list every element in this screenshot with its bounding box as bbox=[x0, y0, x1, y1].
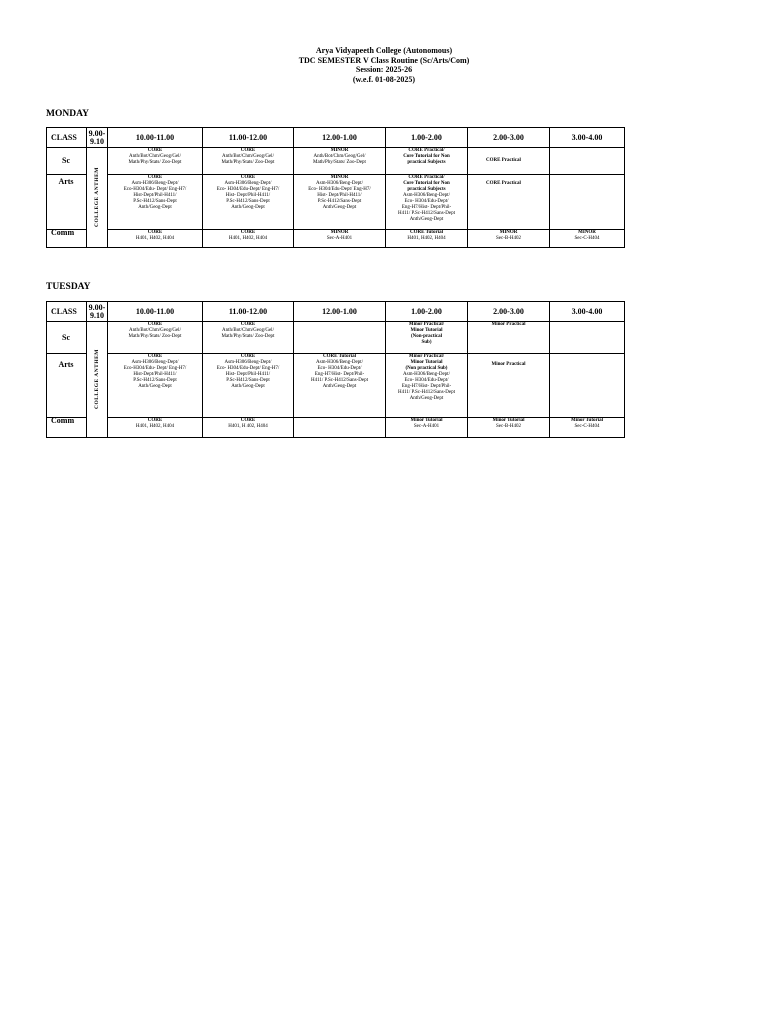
table-cell: CORE Tutorial Asm-H306/Beng-Dept/ Eco- H304/Edu-Dept/ Eng-H7/Hist- Dept/Phil- H411/ P.Sc-H412/Sans-Dept Anth/Geog-Dept bbox=[294, 354, 386, 418]
table-cell: Minor Tutorial Sec-C-H404 bbox=[550, 418, 625, 438]
table-cell: Minor Tutorial Sec-A-H401 bbox=[386, 418, 468, 438]
routine-table-monday bbox=[46, 127, 625, 248]
table-row-comm bbox=[47, 418, 625, 438]
table-row-sc bbox=[47, 322, 625, 354]
day-heading-tuesday: TUESDAY bbox=[46, 282, 91, 292]
header-time: 10.00-11.00 bbox=[108, 128, 203, 148]
table-cell bbox=[550, 322, 625, 354]
table-row-sc bbox=[47, 148, 625, 175]
table-cell: Minor Practical bbox=[468, 354, 550, 418]
table-cell: CORE Anth/Bot/Chm/Geog/Gel/ Math/Phy/Stats/ Zoo-Dept bbox=[203, 322, 294, 354]
table-cell: CORE Asm-H306/Beng-Dept/ Eco- H304/Edu-Dept/ Eng-H7/ Hist- Dept/Phil-H411/ P.Sc-H412/Sans-Dept Anth/Geog-Dept bbox=[203, 354, 294, 418]
table-cell bbox=[550, 148, 625, 175]
table-cell: MINOR Asm-H306/Beng-Dept/ Eco- H304/Edu-Dept/ Eng-H7/ Hist- Dept/Phil-H411/ P.Sc-H412/Sans-Dept Anth/Geog-Dept bbox=[294, 175, 386, 230]
table-cell: Minor Tutorial Sec-B-H402 bbox=[468, 418, 550, 438]
session-text: Session: 2025-26 bbox=[355, 65, 413, 74]
header-time: 2.00-3.00 bbox=[468, 128, 550, 148]
table-cell: CORE Practical bbox=[468, 148, 550, 175]
table-cell: CORE Practical/ Core Tutorial for Non practical Subjects Asm-H306/Beng-Dept/ Eco- H304/Edu-Dept/ Eng-H7/Hist- Dept/Phil- H411/ P.Sc-H412/Sans-Dept Anth/Geog-Dept bbox=[386, 175, 468, 230]
table-cell: CORE H401, H402, H404 bbox=[203, 230, 294, 248]
table-row-comm bbox=[47, 230, 625, 248]
college-anthem-text: COLLEGE ANTHEM bbox=[94, 349, 100, 410]
header-time: 2.00-3.00 bbox=[468, 302, 550, 322]
row-label-sc: Sc bbox=[47, 322, 87, 354]
header-time: 3.00-4.00 bbox=[550, 302, 625, 322]
header-time: 11.00-12.00 bbox=[203, 302, 294, 322]
document-header bbox=[0, 46, 768, 84]
college-anthem-text: COLLEGE ANTHEM bbox=[94, 167, 100, 228]
header-time: 11.00-12.00 bbox=[203, 128, 294, 148]
header-time: 12.00-1.00 bbox=[294, 302, 386, 322]
header-class: CLASS bbox=[47, 302, 87, 322]
routine-table-tuesday bbox=[46, 301, 625, 438]
header-time: 3.00-4.00 bbox=[550, 128, 625, 148]
table-cell bbox=[294, 418, 386, 438]
table-cell: Minor Practical/ Minor Tutorial (Non-practical Sub) bbox=[386, 322, 468, 354]
header-time: 1.00-2.00 bbox=[386, 128, 468, 148]
table-cell: Minor Practical/ Minor Tutorial (Non practical Sub) Asm-H306/Beng-Dept/ Eco- H304/Edu-Dept/ Eng-H7/Hist- Dept/Phil- H411/ P.Sc-H412/Sans-Dept Anth/Geog-Dept bbox=[386, 354, 468, 418]
table-cell: CORE Asm-H306/Beng-Dept/ Eco-H304/Edu- Dept/ Eng-H7/ Hist-Dept/Phil-H411/ P.Sc-H412/Sans-Dept Anth/Geog-Dept bbox=[108, 175, 203, 230]
header-time: 9.00- 9.10 bbox=[87, 128, 108, 148]
table-cell: CORE H401, H 402, H404 bbox=[203, 418, 294, 438]
table-cell: MINOR Sec-A-H401 bbox=[294, 230, 386, 248]
table-cell: CORE Asm-H306/Beng-Dept/ Eco-H304/Edu- Dept/ Eng-H7/ Hist-Dept/Phil-H411/ P.Sc-H412/Sans-Dept Anth/Geog-Dept bbox=[108, 354, 203, 418]
row-label-comm: Comm bbox=[47, 418, 87, 438]
table-cell: CORE H401, H402, H404 bbox=[108, 418, 203, 438]
table-cell: CORE Anth/Bot/Chm/Geog/Gel/ Math/Phy/Stats/ Zoo-Dept bbox=[108, 322, 203, 354]
row-label-sc: Sc bbox=[47, 148, 87, 175]
table-cell: Minor Practical bbox=[468, 322, 550, 354]
table-header-row bbox=[47, 128, 625, 148]
college-anthem-cell bbox=[87, 148, 108, 248]
row-label-arts: Arts bbox=[47, 354, 87, 418]
header-time: 1.00-2.00 bbox=[386, 302, 468, 322]
college-name: Arya Vidyapeeth College (Autonomous) bbox=[315, 46, 453, 55]
table-cell bbox=[294, 322, 386, 354]
college-anthem-cell bbox=[87, 322, 108, 438]
table-cell: CORE Practical bbox=[468, 175, 550, 230]
table-cell: MINOR Anth/Bot/Chm/Geog/Gel/ Math/Phy/Stats/ Zoo-Dept bbox=[294, 148, 386, 175]
table-cell: CORE H401, H402, H404 bbox=[108, 230, 203, 248]
header-time: 12.00-1.00 bbox=[294, 128, 386, 148]
header-class: CLASS bbox=[47, 128, 87, 148]
table-cell: MINOR Sec-B-H402 bbox=[468, 230, 550, 248]
table-row-arts bbox=[47, 354, 625, 418]
table-cell: CORE Anth/Bot/Chm/Geog/Gel/ Math/Phy/Stats/ Zoo-Dept bbox=[108, 148, 203, 175]
table-header-row bbox=[47, 302, 625, 322]
table-cell: CORE Asm-H306/Beng-Dept/ Eco- H304/Edu-Dept/ Eng-H7/ Hist- Dept/Phil-H411/ P.Sc-H412/Sans-Dept Anth/Geog-Dept bbox=[203, 175, 294, 230]
table-cell: CORE Anth/Bot/Chm/Geog/Gel/ Math/Phy/Stats/ Zoo-Dept bbox=[203, 148, 294, 175]
header-time: 9.00- 9.10 bbox=[87, 302, 108, 322]
table-cell bbox=[550, 354, 625, 418]
wef-text: (w.e.f. 01-08-2025) bbox=[352, 74, 416, 84]
table-cell: CORE Practical/ Core Tutorial for Non practical Subjects bbox=[386, 148, 468, 175]
day-heading-monday: MONDAY bbox=[46, 109, 89, 119]
routine-title: TDC SEMESTER V Class Routine (Sc/Arts/Com) bbox=[298, 55, 470, 65]
row-label-comm: Comm bbox=[47, 230, 87, 248]
header-time: 10.00-11.00 bbox=[108, 302, 203, 322]
row-label-arts: Arts bbox=[47, 175, 87, 230]
table-cell: MINOR Sec-C-H404 bbox=[550, 230, 625, 248]
table-cell: CORE Tutorial H401, H402, H404 bbox=[386, 230, 468, 248]
table-row-arts bbox=[47, 175, 625, 230]
table-cell bbox=[550, 175, 625, 230]
